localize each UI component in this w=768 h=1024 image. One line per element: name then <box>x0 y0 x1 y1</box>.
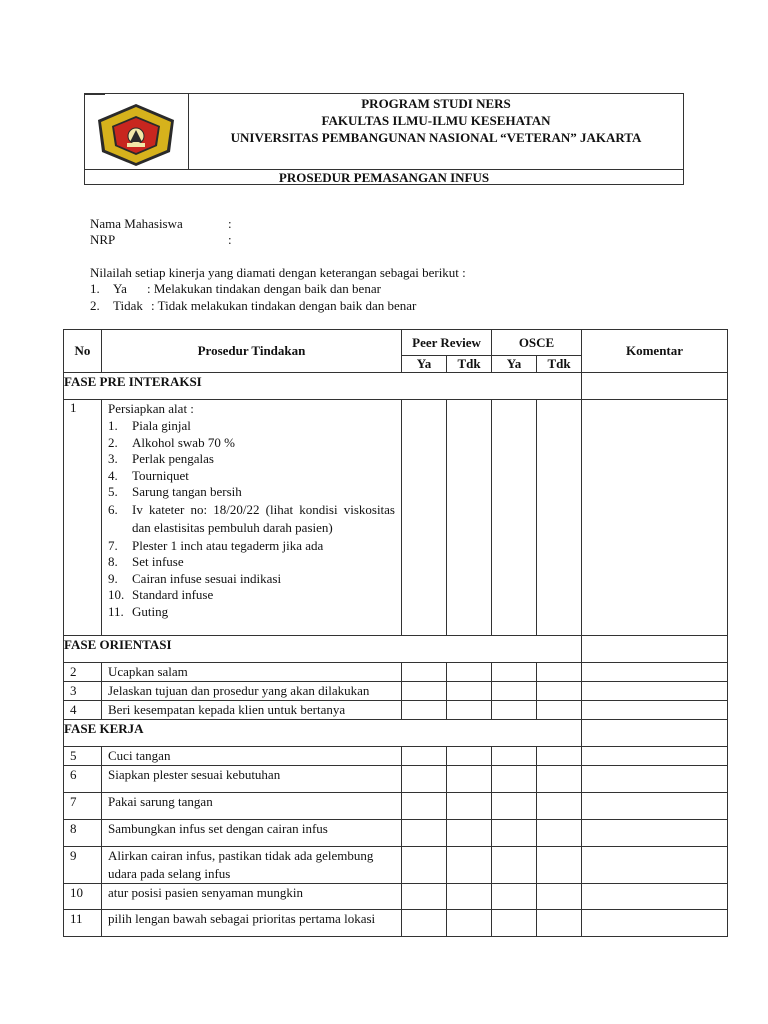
row-number: 3 <box>64 682 102 701</box>
check-cell[interactable] <box>492 820 537 847</box>
check-cell[interactable] <box>492 910 537 937</box>
check-cell[interactable] <box>447 682 492 701</box>
table-row <box>64 820 728 847</box>
check-cell[interactable] <box>447 793 492 820</box>
instruction-desc: : Melakukan tindakan dengan baik dan benar <box>147 281 381 296</box>
list-item: 6. Iv kateter no: 18/20/22 (lihat kondisi viskositas dan elastisitas pembuluh darah pasien) <box>108 501 395 535</box>
row-number: 8 <box>64 820 102 847</box>
phase-row <box>64 720 728 747</box>
tools-intro: Persiapkan alat : <box>108 401 194 416</box>
table-row <box>64 701 728 720</box>
table-row <box>64 910 728 937</box>
table-row <box>64 847 728 884</box>
list-item: 2. Alkohol swab 70 % <box>108 434 235 450</box>
logo-cell <box>85 94 189 169</box>
procedure-text: pilih lengan bawah sebagai prioritas pertama lokasi <box>102 910 402 937</box>
procedure-text: Jelaskan tujuan dan prosedur yang akan dilakukan <box>102 682 402 701</box>
table-row <box>64 747 728 766</box>
check-cell[interactable] <box>402 682 447 701</box>
comment-cell <box>582 720 728 747</box>
tools-list <box>108 418 395 620</box>
comment-cell <box>582 373 728 400</box>
document-header <box>84 93 684 185</box>
header-osce-ya: Ya <box>492 356 537 373</box>
phase-kerja: FASE KERJA <box>64 720 582 747</box>
comment-cell[interactable] <box>582 682 728 701</box>
row-number: 2 <box>64 663 102 682</box>
check-cell[interactable] <box>537 663 582 682</box>
list-item: 4. Tourniquet <box>108 467 189 483</box>
check-cell[interactable] <box>402 663 447 682</box>
procedure-text: Beri kesempatan kepada klien untuk bertanya <box>102 701 402 720</box>
check-cell[interactable] <box>492 884 537 910</box>
check-cell[interactable] <box>492 766 537 793</box>
procedure-text: Sambungkan infus set dengan cairan infus <box>102 820 402 847</box>
table-row <box>64 793 728 820</box>
check-cell[interactable] <box>447 400 492 636</box>
nrp-row <box>0 232 768 248</box>
check-cell[interactable] <box>492 793 537 820</box>
faculty-line: FAKULTAS ILMU-ILMU KESEHATAN <box>321 113 551 128</box>
check-cell[interactable] <box>402 400 447 636</box>
check-cell[interactable] <box>402 847 447 884</box>
check-cell[interactable] <box>402 910 447 937</box>
header-osce-tdk: Tdk <box>537 356 582 373</box>
comment-cell[interactable] <box>582 663 728 682</box>
header-procedure: Prosedur Tindakan <box>102 330 402 373</box>
nrp-colon: : <box>228 232 232 247</box>
list-item: 7. Plester 1 inch atau tegaderm jika ada <box>108 537 324 553</box>
phase-orientasi: FASE ORIENTASI <box>64 636 582 663</box>
check-cell[interactable] <box>492 400 537 636</box>
procedure-cell <box>102 400 402 636</box>
row-number: 1 <box>64 400 102 636</box>
check-cell[interactable] <box>492 701 537 720</box>
list-item: 8. Set infuse <box>108 554 184 569</box>
row-number: 11 <box>64 910 102 937</box>
procedure-table <box>63 329 728 937</box>
instruction-num: 2. <box>90 298 100 313</box>
comment-cell[interactable] <box>582 747 728 766</box>
check-cell[interactable] <box>447 701 492 720</box>
check-cell[interactable] <box>537 884 582 910</box>
procedure-text: Siapkan plester sesuai kebutuhan <box>102 766 402 793</box>
table-row <box>64 766 728 793</box>
check-cell[interactable] <box>492 682 537 701</box>
table-row <box>64 884 728 910</box>
procedure-text: Cuci tangan <box>102 747 402 766</box>
check-cell[interactable] <box>447 884 492 910</box>
instruction-desc: : Tidak melakukan tindakan dengan baik dan benar <box>151 298 417 313</box>
check-cell[interactable] <box>537 847 582 884</box>
check-cell[interactable] <box>447 820 492 847</box>
check-cell[interactable] <box>537 400 582 636</box>
row-number: 4 <box>64 701 102 720</box>
check-cell[interactable] <box>537 820 582 847</box>
row-number: 6 <box>64 766 102 793</box>
institution-title <box>189 94 683 170</box>
instruction-intro: Nilailah setiap kinerja yang diamati dengan keterangan sebagai berikut : <box>90 265 466 280</box>
check-cell[interactable] <box>447 910 492 937</box>
procedure-text: Alirkan cairan infus, pastikan tidak ada gelembung udara pada selang infus <box>102 847 402 884</box>
table-row <box>64 663 728 682</box>
comment-cell[interactable] <box>582 910 728 937</box>
check-cell[interactable] <box>447 747 492 766</box>
list-item: 11. Guting <box>108 603 169 619</box>
header-peer-ya: Ya <box>402 356 447 373</box>
name-label: Nama Mahasiswa <box>90 216 183 231</box>
check-cell[interactable] <box>447 847 492 884</box>
check-cell[interactable] <box>402 701 447 720</box>
row-number: 10 <box>64 884 102 910</box>
check-cell[interactable] <box>492 663 537 682</box>
header-peer-tdk: Tdk <box>447 356 492 373</box>
university-line: UNIVERSITAS PEMBANGUNAN NASIONAL “VETERAN” JAKARTA <box>230 130 642 145</box>
university-logo <box>94 102 178 168</box>
instruction-key: Ya <box>113 281 127 296</box>
procedure-text: Ucapkan salam <box>102 663 402 682</box>
comment-cell[interactable] <box>582 766 728 793</box>
document-subtitle: PROSEDUR PEMASANGAN INFUS <box>85 169 683 184</box>
name-row <box>0 216 768 232</box>
list-item: 10. Standard infuse <box>108 587 214 602</box>
comment-cell[interactable] <box>582 793 728 820</box>
instruction-key: Tidak <box>113 298 143 313</box>
phase-row <box>64 373 728 400</box>
list-item: 3. Perlak pengalas <box>108 451 214 466</box>
check-cell[interactable] <box>402 820 447 847</box>
check-cell[interactable] <box>537 766 582 793</box>
header-no: No <box>64 330 102 373</box>
comment-cell[interactable] <box>582 701 728 720</box>
program-line: PROGRAM STUDI NERS <box>361 96 511 111</box>
instruction-item-1 <box>90 281 590 297</box>
header-osce: OSCE <box>492 330 582 356</box>
procedure-text: Pakai sarung tangan <box>102 793 402 820</box>
check-cell[interactable] <box>492 747 537 766</box>
table-row <box>64 682 728 701</box>
list-item: 1. Piala ginjal <box>108 418 191 433</box>
check-cell[interactable] <box>402 884 447 910</box>
header-peer-review: Peer Review <box>402 330 492 356</box>
check-cell[interactable] <box>402 747 447 766</box>
list-item: 9. Cairan infuse sesuai indikasi <box>108 570 282 586</box>
table-row <box>64 400 728 636</box>
row-number: 5 <box>64 747 102 766</box>
check-cell[interactable] <box>447 766 492 793</box>
name-colon: : <box>228 216 232 231</box>
phase-pre-interaksi: FASE PRE INTERAKSI <box>64 373 582 400</box>
comment-cell[interactable] <box>582 820 728 847</box>
check-cell[interactable] <box>537 793 582 820</box>
comment-cell[interactable] <box>582 847 728 884</box>
row-number: 9 <box>64 847 102 884</box>
check-cell[interactable] <box>402 793 447 820</box>
header-comment: Komentar <box>582 330 728 373</box>
comment-cell[interactable] <box>582 400 728 636</box>
check-cell[interactable] <box>492 847 537 884</box>
check-cell[interactable] <box>402 766 447 793</box>
row-number: 7 <box>64 793 102 820</box>
comment-cell <box>582 636 728 663</box>
procedure-text: atur posisi pasien senyaman mungkin <box>102 884 402 910</box>
check-cell[interactable] <box>537 682 582 701</box>
check-cell[interactable] <box>447 663 492 682</box>
check-cell[interactable] <box>537 747 582 766</box>
nrp-label: NRP <box>90 232 116 247</box>
list-item: 5. Sarung tangan bersih <box>108 484 242 499</box>
check-cell[interactable] <box>537 910 582 937</box>
comment-cell[interactable] <box>582 884 728 910</box>
phase-row <box>64 636 728 663</box>
instruction-item-2 <box>90 298 590 314</box>
instruction-num: 1. <box>90 281 100 296</box>
check-cell[interactable] <box>537 701 582 720</box>
